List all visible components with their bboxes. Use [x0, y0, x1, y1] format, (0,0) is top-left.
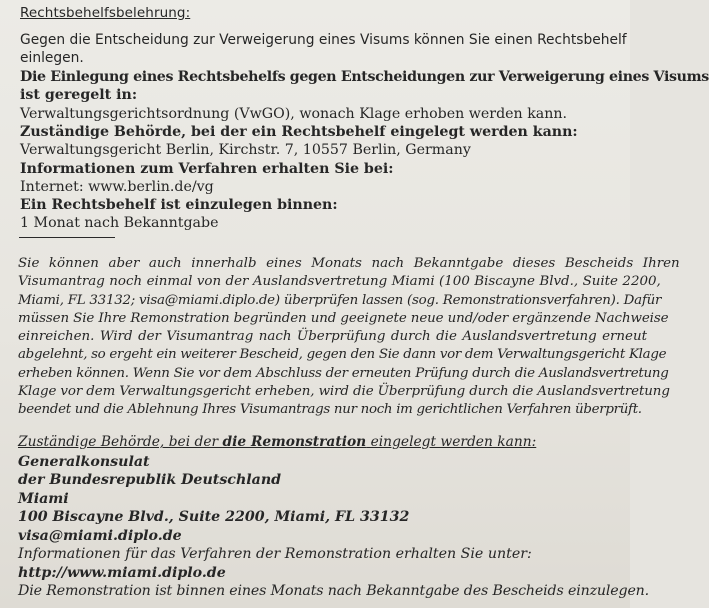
paragraph-line: einreichen. Wird der Visumantrag nach Überprüfung durch die Auslandsvertretung erneut	[18, 329, 647, 345]
paragraph-line: beendet und die Ablehnung Ihres Visumantrags nur noch im gerichtlichen Verfahren überprüft.	[18, 402, 642, 418]
paragraph-line: erheben können. Wenn Sie vor dem Abschluss der erneuten Prüfung durch die Auslandsvertretung	[18, 365, 669, 381]
heading-suffix: eingelegt werden kann:	[366, 434, 537, 450]
paragraph-line: abgelehnt, so ergeht ein weiterer Bescheid, gegen den Sie dann vor dem Verwaltungsgericht Klage	[18, 347, 667, 363]
consulate-name-line-1: Generalkonsulat	[18, 454, 150, 470]
consulate-name-line-2: der Bundesrepublik Deutschland	[18, 472, 282, 488]
remonstration-info-url: http://www.miami.diplo.de	[18, 565, 226, 581]
remonstration-paragraph	[18, 255, 680, 420]
consulate-address: 100 Biscayne Blvd., Suite 2200, Miami, FL 33132	[18, 509, 410, 525]
document-title: Rechtsbehelfsbelehrung:	[20, 5, 191, 21]
intro-text-line-2: einlegen.	[20, 50, 84, 66]
authority-heading: Zuständige Behörde, bei der ein Rechtsbehelf eingelegt werden kann:	[20, 124, 578, 140]
authority-value: Verwaltungsgericht Berlin, Kirchstr. 7, 10557 Berlin, Germany	[20, 142, 471, 158]
heading-emphasis: die Remonstration	[222, 434, 367, 450]
paragraph-line: Visumantrag noch einmal von der Auslandsvertretung Miami (100 Biscayne Blvd., Suite 2200,	[18, 274, 661, 290]
paragraph-line: Miami, FL 33132; visa@miami.diplo.de) überprüfen lassen (sog. Remonstrationsverfahren). Dafür	[18, 292, 662, 308]
legal-basis-value: Verwaltungsgerichtsordnung (VwGO), wonach Klage erhoben werden kann.	[20, 106, 568, 122]
consulate-city: Miami	[18, 491, 69, 507]
section-divider	[19, 237, 115, 238]
remonstration-authority-heading	[18, 433, 536, 451]
deadline-heading: Ein Rechtsbehelf ist einzulegen binnen:	[20, 197, 338, 213]
heading-prefix: Zuständige Behörde, bei der	[18, 434, 223, 450]
info-value: Internet: www.berlin.de/vg	[20, 179, 214, 195]
paragraph-line: Sie können aber auch innerhalb eines Monats nach Bekanntgabe dieses Bescheids Ihren	[18, 256, 680, 271]
legal-basis-heading-line-2: ist geregelt in:	[20, 87, 138, 103]
deadline-value: 1 Monat nach Bekanntgabe	[20, 215, 219, 231]
paragraph-line: Klage vor dem Verwaltungsgericht erheben, wird die Überprüfung durch die Auslandsvertretung	[18, 384, 670, 400]
intro-text-line-1: Gegen die Entscheidung zur Verweigerung eines Visums können Sie einen Rechtsbehelf	[20, 32, 627, 48]
info-heading: Informationen zum Verfahren erhalten Sie bei:	[20, 161, 394, 177]
legal-basis-heading-line-1: Die Einlegung eines Rechtsbehelfs gegen Entscheidungen zur Verweigerung eines Visums	[20, 69, 709, 85]
consulate-email: visa@miami.diplo.de	[18, 528, 182, 544]
paragraph-line: müssen Sie Ihre Remonstration begründen und geeignete neue und/oder ergänzende Nachweise	[18, 310, 669, 326]
remonstration-info-label: Informationen für das Verfahren der Remonstration erhalten Sie unter:	[18, 546, 532, 562]
remonstration-deadline: Die Remonstration ist binnen eines Monats nach Bekanntgabe des Bescheids einzulegen.	[18, 583, 650, 599]
